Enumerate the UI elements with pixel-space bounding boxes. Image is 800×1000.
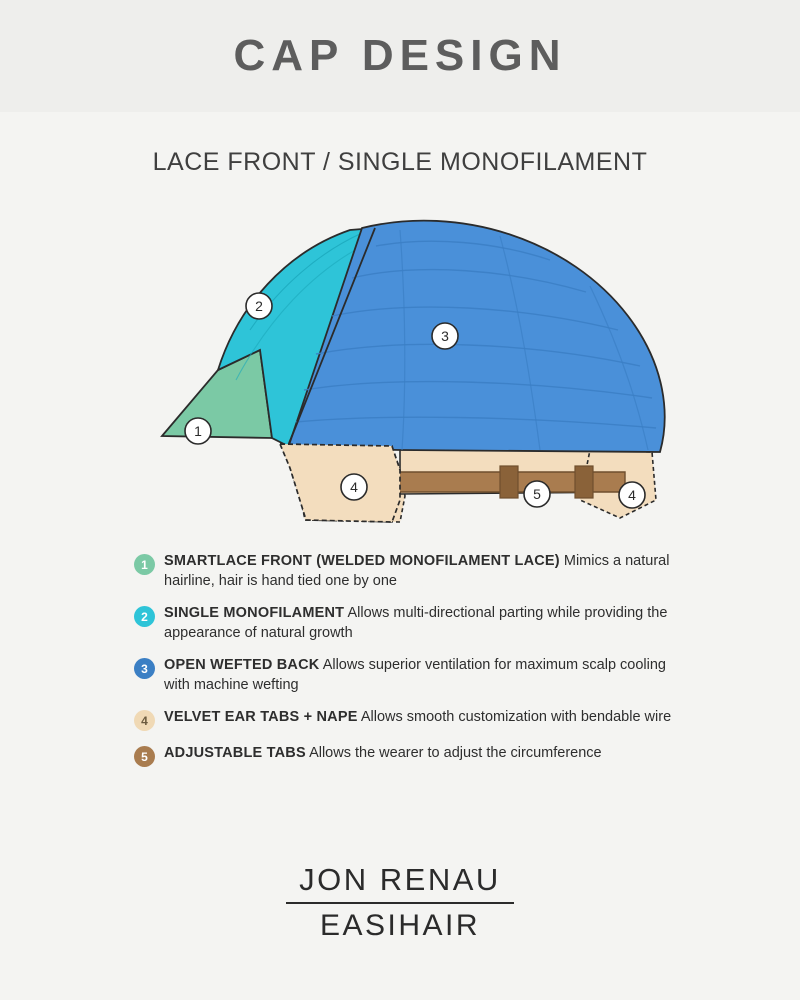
status-badge: 5 [134,746,155,767]
smartlace-front-region [162,350,272,438]
brand-logo [0,862,800,943]
callout-4-right [619,482,645,508]
divider [286,902,514,904]
legend-item-text [164,604,684,643]
brand-name-primary: JON RENAU [299,862,501,897]
callout-1 [185,418,211,444]
svg-text:2: 2 [255,298,263,314]
cap-diagram [100,200,720,550]
status-badge: 3 [134,658,155,679]
list-item [134,604,694,643]
legend-item-text [164,552,684,591]
list-item [134,744,694,767]
list-item [134,656,694,695]
header-bar [0,0,800,112]
list-item [134,552,694,591]
svg-text:4: 4 [350,479,358,495]
legend-item-description: Allows the wearer to adjust the circumference [309,745,602,762]
svg-text:4: 4 [628,487,636,503]
legend-item-title: SMARTLACE FRONT (WELDED MONOFILAMENT LACE) [164,553,560,569]
legend-item-title: SINGLE MONOFILAMENT [164,605,345,622]
legend-item-text [164,708,671,728]
legend-item-description: Allows smooth customization with bendable wire [360,709,672,726]
callout-5 [524,481,550,507]
velvet-ear-tab-left [280,444,400,522]
brand-name-secondary: EASIHAIR [319,909,481,942]
legend-item-description: Allows superior ventilation for maximum scalp cooling with machine wefting [164,657,666,693]
page-title: CAP DESIGN [233,31,567,80]
list-item [134,708,694,731]
legend-item-text [164,656,684,695]
legend-item-text [164,744,602,764]
svg-text:5: 5 [533,486,541,502]
legend-list [134,552,694,780]
callout-2 [246,293,272,319]
legend-item-title: OPEN WEFTED BACK [164,657,320,674]
svg-text:1: 1 [194,423,202,439]
callout-3 [432,323,458,349]
status-badge: 4 [134,710,155,731]
status-badge: 2 [134,606,155,627]
legend-item-title: ADJUSTABLE TABS [164,745,306,762]
legend-item-description: Allows multi-directional parting while providing the appearance of natural growth [164,605,668,641]
subtitle: LACE FRONT / SINGLE MONOFILAMENT [152,148,648,176]
legend-item-title: VELVET EAR TABS + NAPE [164,709,358,726]
status-badge: 1 [134,554,155,575]
callout-4-left [341,474,367,500]
legend-item-description: Mimics a natural hairline, hair is hand tied one by one [164,553,670,589]
svg-text:3: 3 [441,328,449,344]
